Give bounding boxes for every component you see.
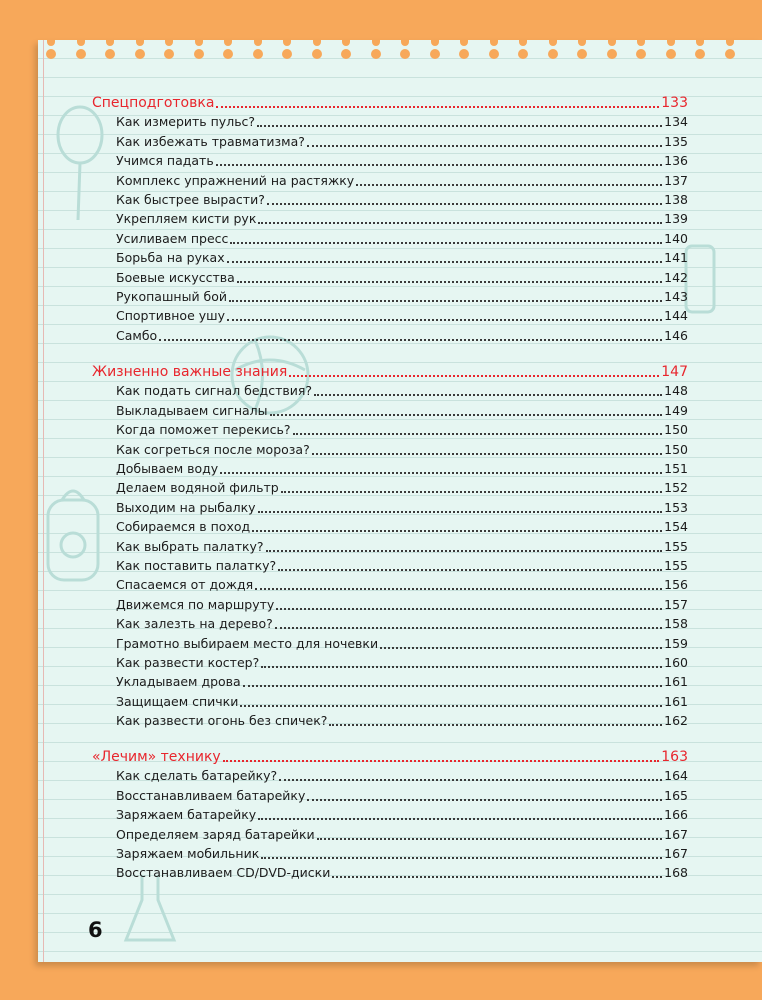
dot-leader xyxy=(258,818,662,820)
toc-entry-page: 136 xyxy=(664,153,688,169)
toc-entry-title: Добываем воду xyxy=(116,461,219,476)
toc-entry[interactable] xyxy=(116,499,688,517)
toc-entry[interactable] xyxy=(116,113,688,131)
dot-leader xyxy=(380,647,662,649)
toc-entry[interactable] xyxy=(116,460,688,478)
dot-leader xyxy=(243,685,662,687)
toc-entry-page: 155 xyxy=(664,538,688,554)
toc-entry[interactable] xyxy=(116,307,688,325)
toc-entry[interactable] xyxy=(116,826,688,844)
toc-entry-title: Как поставить палатку? xyxy=(116,558,277,573)
toc-entry-title: Комплекс упражнений на растяжку xyxy=(116,172,355,188)
dot-leader xyxy=(220,472,662,474)
toc-entry[interactable] xyxy=(116,441,688,459)
section-heading[interactable] xyxy=(92,748,688,766)
toc-entry-title: Грамотно выбираем место для ночевки xyxy=(116,635,379,651)
toc-entry-page: 137 xyxy=(664,172,688,188)
toc-entry-title: Рукопашный бой xyxy=(116,289,228,304)
toc-entry-title: Как развести костер? xyxy=(116,655,260,670)
dot-leader xyxy=(229,300,662,302)
dot-leader xyxy=(258,511,663,513)
toc-entry-page: 154 xyxy=(664,519,688,535)
dot-leader xyxy=(293,433,663,435)
toc-entry-title: Учимся падать xyxy=(116,153,214,169)
dot-leader xyxy=(275,627,662,629)
page-number: 6 xyxy=(88,918,103,942)
toc-entry[interactable] xyxy=(116,152,688,170)
dot-leader xyxy=(261,857,662,859)
dot-leader xyxy=(223,760,660,762)
toc-entry-page: 160 xyxy=(664,655,688,670)
toc-entry-page: 151 xyxy=(664,461,688,476)
dot-leader xyxy=(258,222,662,224)
toc-entry[interactable] xyxy=(116,806,688,824)
dot-leader xyxy=(314,394,662,396)
toc-entry[interactable] xyxy=(116,421,688,439)
toc-entry-title: Собираемся в поход xyxy=(116,519,251,535)
toc-entry-title: Делаем водяной фильтр xyxy=(116,480,279,496)
toc-entry-title: Самбо xyxy=(116,327,158,343)
toc-entry-page: 134 xyxy=(664,114,688,130)
toc-entry-title: Заряжаем мобильник xyxy=(116,846,260,861)
toc-entry[interactable] xyxy=(116,133,688,151)
toc-entry-title: Когда поможет перекись? xyxy=(116,422,291,438)
toc-entry-page: 143 xyxy=(664,289,688,304)
toc-entry-page: 135 xyxy=(664,133,688,149)
dot-leader xyxy=(227,319,662,321)
toc-entry-page: 152 xyxy=(664,480,688,496)
toc-entry-title: Как согреться после мороза? xyxy=(116,441,310,457)
toc-entry-title: Спасаемся от дождя xyxy=(116,577,254,593)
toc-entry-page: 142 xyxy=(664,269,688,285)
section-heading-title: «Лечим» технику xyxy=(92,749,221,765)
toc-entry-title: Укрепляем кисти рук xyxy=(116,211,257,227)
toc-entry-page: 161 xyxy=(664,693,688,709)
toc-entry-page: 156 xyxy=(664,577,688,593)
toc-entry-page: 155 xyxy=(664,558,688,573)
toc-entry[interactable] xyxy=(116,845,688,863)
toc-entry-title: Как выбрать палатку? xyxy=(116,538,264,554)
toc-entry-page: 140 xyxy=(664,230,688,246)
toc-entry-title: Восстанавливаем батарейку xyxy=(116,787,306,803)
toc-entry-title: Как избежать травматизма? xyxy=(116,133,305,149)
toc-entry[interactable] xyxy=(116,635,688,653)
toc-entry-page: 165 xyxy=(664,787,688,803)
toc-entry-title: Заряжаем батарейку xyxy=(116,807,257,823)
dot-leader xyxy=(329,724,662,726)
toc-entry-title: Восстанавливаем CD/DVD-диски xyxy=(116,865,331,881)
section-heading-title: Спецподготовка xyxy=(92,95,215,111)
dot-leader xyxy=(227,261,663,263)
toc-entry-page: 164 xyxy=(664,768,688,784)
section-heading-page: 133 xyxy=(661,95,688,111)
dot-leader xyxy=(307,799,662,801)
dot-leader xyxy=(270,414,663,416)
dot-leader xyxy=(278,569,662,571)
section-heading-page: 147 xyxy=(661,364,688,380)
toc-entry-page: 167 xyxy=(664,826,688,842)
toc-entry-title: Как быстрее вырасти? xyxy=(116,192,265,207)
toc-entry-page: 150 xyxy=(664,422,688,438)
toc-entry[interactable] xyxy=(116,615,688,633)
toc-entry[interactable] xyxy=(116,172,688,190)
dot-leader xyxy=(252,530,662,532)
toc-entry-title: Борьба на руках xyxy=(116,250,225,266)
toc-entry-page: 162 xyxy=(664,713,688,729)
toc-entry[interactable] xyxy=(116,557,688,575)
dot-leader xyxy=(312,453,662,455)
toc-entry-page: 161 xyxy=(664,674,688,690)
dot-leader xyxy=(216,106,659,108)
dot-leader xyxy=(266,550,663,552)
dot-leader xyxy=(261,666,662,668)
toc-entry-title: Движемся по маршруту xyxy=(116,596,275,612)
dot-leader xyxy=(255,588,662,590)
toc-entry[interactable] xyxy=(116,596,688,614)
dot-leader xyxy=(279,779,662,781)
toc-entry-page: 144 xyxy=(664,308,688,324)
toc-entry-page: 159 xyxy=(664,635,688,651)
dot-leader xyxy=(276,608,662,610)
toc-entry-title: Как развести огонь без спичек? xyxy=(116,713,328,729)
toc-entry-title: Укладываем дрова xyxy=(116,674,241,690)
toc-entry[interactable] xyxy=(116,269,688,287)
toc-entry-title: Усиливаем пресс xyxy=(116,230,229,246)
section-heading-title: Жизненно важные знания xyxy=(92,364,288,380)
toc-entry-page: 153 xyxy=(664,499,688,515)
dot-leader xyxy=(289,375,659,377)
toc-entry[interactable] xyxy=(116,693,688,711)
toc-entry-title: Защищаем спички xyxy=(116,693,239,709)
toc-entry-page: 138 xyxy=(664,192,688,207)
toc-entry[interactable] xyxy=(116,787,688,805)
section-heading-page: 163 xyxy=(661,749,688,765)
dot-leader xyxy=(237,281,662,283)
dot-leader xyxy=(230,242,662,244)
toc-entry-page: 139 xyxy=(664,211,688,227)
toc-entry-page: 167 xyxy=(664,846,688,861)
dot-leader xyxy=(240,705,662,707)
toc-entry-title: Как подать сигнал бедствия? xyxy=(116,383,313,399)
toc-entry[interactable] xyxy=(116,576,688,594)
toc-entry[interactable] xyxy=(116,382,688,400)
toc-entry[interactable] xyxy=(116,673,688,691)
dot-leader xyxy=(257,125,662,127)
toc-entry[interactable] xyxy=(116,767,688,785)
toc-entry[interactable] xyxy=(116,210,688,228)
dot-leader xyxy=(216,164,662,166)
toc-entry-title: Спортивное ушу xyxy=(116,308,225,324)
toc-entry-page: 141 xyxy=(664,250,688,266)
toc-entry-title: Боевые искусства xyxy=(116,269,235,285)
toc-entry-page: 146 xyxy=(664,327,688,343)
toc-entry[interactable] xyxy=(116,518,688,536)
dot-leader xyxy=(267,203,662,205)
toc-entry[interactable] xyxy=(116,249,688,267)
toc-entry-title: Выходим на рыбалку xyxy=(116,499,256,515)
toc-entry[interactable] xyxy=(116,654,688,672)
toc-entry-page: 166 xyxy=(664,807,688,823)
toc-entry[interactable] xyxy=(116,402,688,420)
toc-entry[interactable] xyxy=(116,479,688,497)
toc-entry[interactable] xyxy=(116,538,688,556)
toc-entry[interactable] xyxy=(116,230,688,248)
toc-entry-title: Как залезть на дерево? xyxy=(116,616,273,632)
toc-entry[interactable] xyxy=(116,864,688,882)
toc-entry-title: Как измерить пульс? xyxy=(116,114,256,130)
dot-leader xyxy=(356,184,662,186)
toc-entry-page: 157 xyxy=(664,596,688,612)
toc-entry-page: 158 xyxy=(664,616,688,632)
toc-entry-title: Выкладываем сигналы xyxy=(116,402,268,418)
toc-entry-title: Как сделать батарейку? xyxy=(116,768,278,784)
dot-leader xyxy=(317,838,662,840)
toc-entry-page: 168 xyxy=(664,865,688,881)
section-heading[interactable] xyxy=(92,363,688,381)
toc-entry[interactable] xyxy=(116,712,688,730)
toc-entry-page: 148 xyxy=(664,383,688,399)
dot-leader xyxy=(281,491,662,493)
toc-entry[interactable] xyxy=(116,288,688,306)
toc-entry[interactable] xyxy=(116,327,688,345)
toc-entry[interactable] xyxy=(116,191,688,209)
toc-entry-page: 149 xyxy=(664,402,688,418)
toc-entry-title: Определяем заряд батарейки xyxy=(116,826,315,842)
dot-leader xyxy=(159,339,662,341)
toc-entry-page: 150 xyxy=(664,441,688,457)
dot-leader xyxy=(332,876,662,878)
dot-leader xyxy=(307,145,662,147)
section-heading[interactable] xyxy=(92,94,688,112)
